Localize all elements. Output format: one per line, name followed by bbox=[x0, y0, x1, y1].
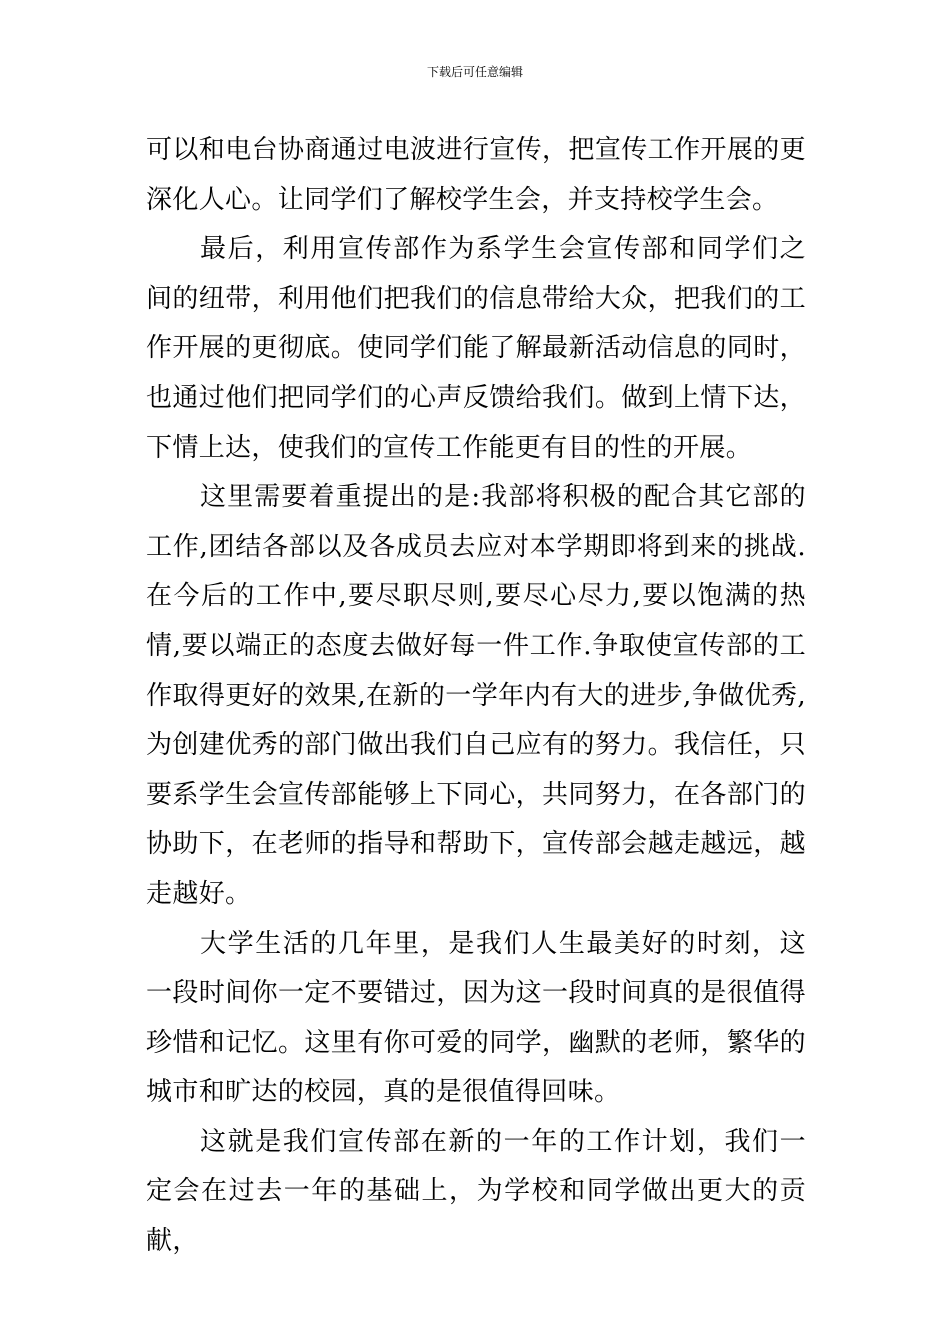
paragraph-2: 最后，利用宣传部作为系学生会宣传部和同学们之间的纽带，利用他们把我们的信息带给大众，把我们的工作开展的更彻底。使同学们能了解最新活动信息的同时，也通过他们把同学们的心声反馈给我们。做到上情下达，下情上达，使我们的宣传工作能更有目的性的开展。 bbox=[146, 234, 806, 463]
paragraph-1: 可以和电台协商通过电波进行宣传，把宣传工作开展的更深化人心。让同学们了解校学生会，并支持校学生会。 bbox=[146, 135, 806, 215]
page-header-note: 下载后可任意编辑 bbox=[426, 65, 523, 79]
document-body bbox=[146, 126, 806, 1267]
paragraph-3: 这里需要着重提出的是:我部将积极的配合其它部的工作,团结各部以及各成员去应对本学期即将到来的挑战. 在今后的工作中,要尽职尽则,要尽心尽力,要以饱满的热情,要以端正的态度去做好每一件工作.争取使宣传部的工作取得更好的效果,在新的一学年内有大的进步,争做优秀,为创建优秀的部门做出我们自己应有的努力。我信任，只要系学生会宣传部能够上下同心，共同努力，在各部门的协助下，在老师的指导和帮助下，宣传部会越走越远，越走越好。 bbox=[146, 482, 806, 909]
paragraph-4: 大学生活的几年里，是我们人生最美好的时刻，这一段时间你一定不要错过，因为这一段时间真的是很值得珍惜和记忆。这里有你可爱的同学，幽默的老师，繁华的城市和旷达的校园，真的是很值得回味。 bbox=[146, 928, 806, 1108]
paragraph-5: 这就是我们宣传部在新的一年的工作计划，我们一定会在过去一年的基础上，为学校和同学做出更大的贡献， bbox=[146, 1126, 806, 1257]
